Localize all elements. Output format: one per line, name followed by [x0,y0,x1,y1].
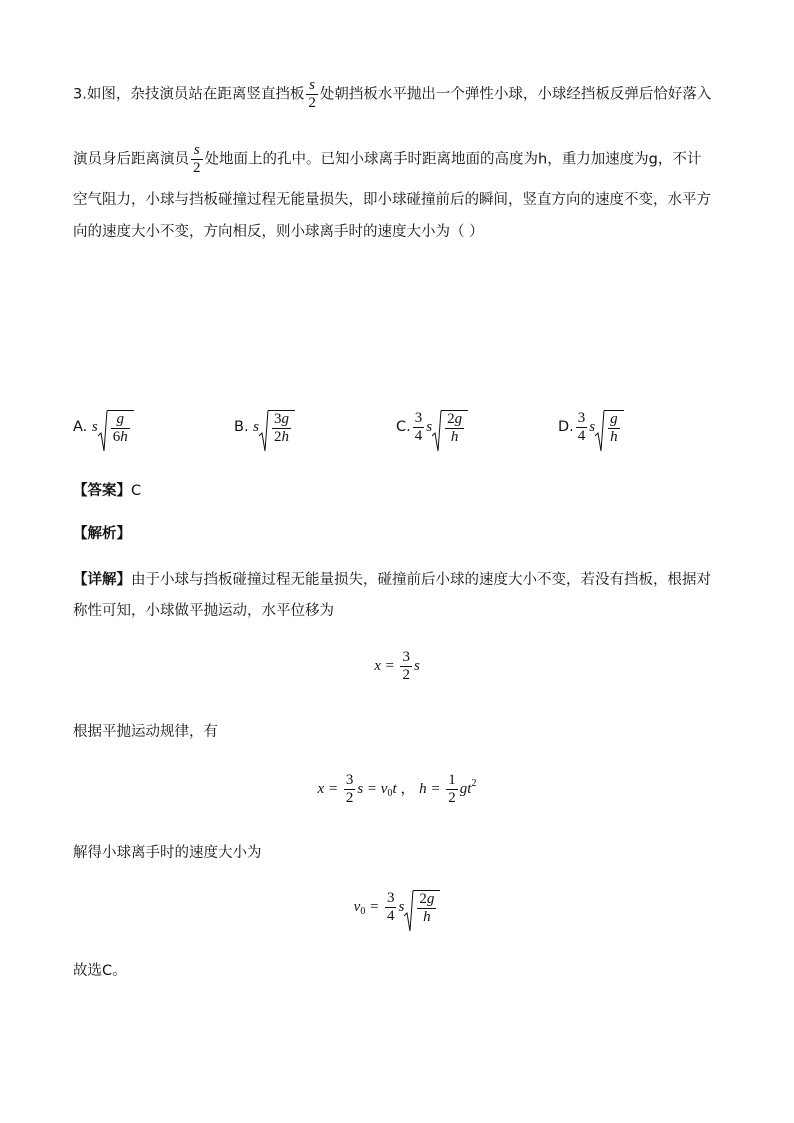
option-c-formula: $\frac{3}{4}$ s $\frac{2g}{h}$ [411,419,468,435]
detail-label: 【详解】 [73,572,131,588]
detail-text-1: 由于小球与挡板碰撞过程无能量损失，碰撞前后小球的速度大小不变，若没有挡板，根据对 [131,572,711,588]
option-b-label: B. [234,418,249,435]
fraction-s-over-2: $\frac{s}{2}$ [308,77,316,111]
option-b [234,410,295,445]
option-a [73,410,134,445]
answer-value: C [131,483,142,499]
detail-line-4: 解得小球离手时的速度大小为 [73,845,262,861]
answer-label: 【答案】 [73,483,131,499]
question-line-3: 空气阻力，小球与挡板碰撞过程无能量损失，即小球碰撞前后的瞬间，竖直方向的速度不变，水平方 [73,192,711,208]
question-text-1b: 处朝挡板水平抛出一个弹性小球，小球经挡板反弹后恰好落入 [319,86,712,103]
question-line-1 [73,78,711,111]
question-text-2b: 处地面上的孔中。已知小球离手时距离地面的高度为h，重力加速度为g，不计 [204,151,702,168]
detail-line-2: 称性可知，小球做平抛运动，水平位移为 [73,603,334,619]
option-d-formula: $\frac{3}{4}$ s $\frac{g}{h}$ [574,419,624,435]
analysis-label: 【解析】 [73,526,131,542]
option-c-label: C. [396,418,411,435]
question-text-2a: 演员身后距离演员 [73,151,189,168]
option-c [396,410,468,445]
option-b-formula: s $\frac{3g}{2h}$ [253,419,295,435]
question-line-2 [73,143,701,176]
equation-projectile-motion: x = $\frac{3}{2}$ $s = v_0t$ ， h = $\frac{1}{2}$ $gt^2$ [317,772,477,806]
question-line-4: 向的速度大小不变，方向相反，则小球离手时的速度大小为（ ） [73,224,484,240]
detail-line-3: 根据平抛运动规律，有 [73,724,218,740]
question-text-1a: 3.如图，杂技演员站在距离竖直挡板 [73,86,305,103]
option-d-label: D. [558,418,574,435]
detail-conclusion: 故选C。 [73,963,127,979]
answer-line [73,481,141,501]
equation-horizontal-displacement: x = $\frac{3}{2}$ s [374,649,420,683]
option-a-label: A. [73,418,88,435]
equation-initial-velocity: $v_0$ = $\frac{3}{4}$ s $\frac{2g}{h}$ [0,890,794,925]
option-d [558,410,624,445]
detail-line-1 [73,570,711,590]
fraction-s-over-2: $\frac{s}{2}$ [193,142,201,176]
option-a-formula: s $\frac{g}{6h}$ [92,419,134,435]
